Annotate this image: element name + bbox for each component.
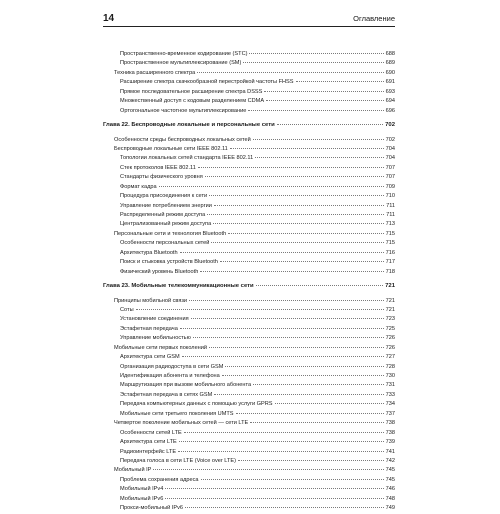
dot-leader bbox=[220, 260, 384, 262]
toc-entry-title: Эстафетная передача bbox=[120, 325, 178, 332]
toc-entry bbox=[103, 297, 395, 306]
table-of-contents bbox=[103, 50, 395, 514]
toc-entry-title: Архитектура сети GSM bbox=[120, 354, 180, 361]
toc-entry bbox=[103, 154, 395, 163]
dot-leader bbox=[165, 497, 383, 499]
dot-leader bbox=[264, 90, 383, 92]
running-title: Оглавление bbox=[353, 14, 395, 23]
dot-leader bbox=[211, 241, 383, 243]
dot-leader bbox=[209, 346, 384, 348]
dot-leader bbox=[209, 194, 383, 196]
toc-entry-page: 731 bbox=[385, 382, 395, 389]
toc-entry-title: Соты bbox=[120, 306, 134, 313]
toc-entry bbox=[103, 230, 395, 239]
toc-entry-page: 689 bbox=[385, 60, 395, 67]
dot-leader bbox=[200, 270, 383, 272]
toc-chapter bbox=[103, 121, 395, 130]
toc-entry-page: 710 bbox=[385, 193, 395, 200]
dot-leader bbox=[255, 156, 383, 158]
toc-entry-title: Пространственно-временное кодирование (STC) bbox=[120, 51, 248, 57]
toc-entry-page: 721 bbox=[385, 306, 395, 313]
toc-entry bbox=[103, 315, 395, 324]
dot-leader bbox=[185, 506, 384, 508]
toc-entry-title: Передача голоса в сети LTE (Voice over LTE) bbox=[120, 457, 236, 464]
toc-entry-title: Проблема сохранения адреса bbox=[120, 476, 199, 483]
toc-entry bbox=[103, 504, 395, 513]
toc-entry-title: Централизованный режим доступа bbox=[120, 221, 212, 228]
toc-entry-title: Особенности среды беспроводных локальных сетей bbox=[114, 136, 251, 143]
toc-entry bbox=[103, 183, 395, 192]
toc-entry-title: Расширение спектра скачкообразной перестройкой частоты FHSS bbox=[120, 79, 294, 86]
toc-entry-title: Поиск и стыковка устройств Bluetooth bbox=[120, 259, 218, 266]
dot-leader bbox=[225, 365, 383, 367]
toc-entry-page: 691 bbox=[385, 79, 395, 86]
dot-leader bbox=[213, 222, 383, 224]
toc-entry-title: Четвертое поколение мобильных сетей — сети LTE bbox=[114, 420, 249, 427]
toc-entry-title: Глава 23. Мобильные телекоммуникационные сети bbox=[103, 283, 254, 290]
dot-leader bbox=[189, 299, 384, 301]
toc-entry-title: Мобильный IP bbox=[114, 467, 152, 474]
dot-leader bbox=[275, 402, 384, 404]
dot-leader bbox=[248, 109, 383, 111]
dot-leader bbox=[214, 393, 383, 395]
toc-entry bbox=[103, 391, 395, 400]
toc-entry-title: Эстафетная передача в сетях GSM bbox=[120, 391, 213, 398]
toc-entry-title: Пространственное мультиплексирование (SM) bbox=[120, 60, 242, 67]
toc-entry-page: 715 bbox=[385, 240, 395, 247]
dot-leader bbox=[136, 308, 384, 310]
toc-entry bbox=[103, 173, 395, 182]
toc-entry-title: Передача компьютерных данных с помощью услуги GPRS bbox=[120, 401, 273, 408]
toc-entry bbox=[103, 164, 395, 173]
toc-entry-page: 702 bbox=[385, 136, 395, 143]
toc-entry bbox=[103, 59, 395, 68]
toc-entry-title: Архитектура Bluetooth bbox=[120, 249, 178, 256]
toc-entry bbox=[103, 211, 395, 220]
toc-entry-title: Множественный доступ с кодовым разделением CDMA bbox=[120, 98, 265, 105]
toc-entry-page: 711 bbox=[386, 212, 395, 218]
dot-leader bbox=[182, 355, 384, 357]
toc-entry bbox=[103, 306, 395, 315]
dot-leader bbox=[193, 336, 384, 338]
toc-entry bbox=[103, 353, 395, 362]
toc-entry bbox=[103, 202, 395, 211]
dot-leader bbox=[236, 412, 384, 414]
dot-leader bbox=[256, 284, 383, 286]
toc-entry-title: Мобильный IPv4 bbox=[120, 486, 164, 493]
toc-entry-page: 696 bbox=[385, 107, 395, 114]
toc-entry-page: 748 bbox=[385, 495, 395, 502]
toc-entry-page: 702 bbox=[385, 122, 395, 129]
dot-leader bbox=[180, 327, 384, 329]
toc-entry bbox=[103, 476, 395, 485]
dot-leader bbox=[178, 450, 384, 452]
dot-leader bbox=[153, 468, 383, 470]
toc-entry bbox=[103, 268, 395, 277]
toc-entry-page: 723 bbox=[385, 316, 395, 323]
toc-entry bbox=[103, 457, 395, 466]
toc-entry bbox=[103, 448, 395, 457]
toc-entry-page: 727 bbox=[385, 354, 395, 361]
toc-entry-page: 726 bbox=[385, 344, 395, 351]
toc-entry-title: Радиоинтерфейс LTE bbox=[120, 448, 177, 455]
toc-entry-title: Формат кадра bbox=[120, 183, 157, 190]
toc-entry-title: Установление соединения bbox=[120, 316, 189, 323]
toc-entry bbox=[103, 258, 395, 267]
dot-leader bbox=[191, 317, 384, 319]
dot-leader bbox=[184, 431, 384, 433]
page-number: 14 bbox=[103, 13, 115, 24]
toc-entry bbox=[103, 88, 395, 97]
toc-entry bbox=[103, 466, 395, 475]
toc-entry-page: 742 bbox=[385, 457, 395, 464]
toc-entry-title: Организация радиодоступа в сети GSM bbox=[120, 363, 224, 370]
toc-entry-title: Мобильные сети третьего поколения UMTS bbox=[120, 410, 234, 417]
toc-entry-page: 749 bbox=[385, 505, 395, 512]
toc-entry bbox=[103, 410, 395, 419]
toc-entry-page: 737 bbox=[385, 410, 395, 417]
dot-leader bbox=[230, 147, 384, 149]
dot-leader bbox=[250, 421, 383, 423]
toc-entry-title: Стандарты физического уровня bbox=[120, 174, 203, 181]
toc-entry-page: 716 bbox=[385, 249, 395, 256]
toc-entry-title: Прокси-мобильный IPv6 bbox=[120, 505, 183, 512]
toc-entry-title: Мобильные сети первых поколений bbox=[114, 344, 208, 351]
dot-leader bbox=[266, 99, 384, 101]
toc-entry bbox=[103, 363, 395, 372]
toc-entry bbox=[103, 69, 395, 78]
dot-leader bbox=[198, 166, 384, 168]
toc-entry bbox=[103, 220, 395, 229]
toc-entry-title: Топологии локальных сетей стандарта IEEE 802.11 bbox=[120, 155, 254, 162]
toc-entry-title: Прямое последовательное расширение спектра DSSS bbox=[120, 88, 263, 95]
dot-leader bbox=[296, 80, 384, 82]
dot-leader bbox=[165, 487, 383, 489]
toc-entry bbox=[103, 372, 395, 381]
dot-leader bbox=[207, 213, 384, 215]
toc-entry-title: Беспроводные локальные сети IEEE 802.11 bbox=[114, 145, 228, 152]
toc-entry-page: 690 bbox=[385, 69, 395, 76]
toc-entry bbox=[103, 334, 395, 343]
toc-entry-title: Процедура присоединения к сети bbox=[120, 193, 208, 200]
toc-entry-page: 715 bbox=[385, 230, 395, 237]
toc-entry-page: 688 bbox=[385, 51, 395, 57]
dot-leader bbox=[249, 52, 383, 54]
toc-entry-page: 730 bbox=[385, 373, 395, 379]
toc-entry bbox=[103, 400, 395, 409]
toc-entry bbox=[103, 485, 395, 494]
toc-entry-page: 745 bbox=[385, 476, 395, 483]
toc-entry bbox=[103, 429, 395, 438]
toc-entry-page: 738 bbox=[385, 420, 395, 427]
dot-leader bbox=[180, 251, 384, 253]
toc-entry bbox=[103, 381, 395, 390]
toc-entry-page: 733 bbox=[385, 391, 395, 398]
toc-entry-page: 726 bbox=[385, 335, 395, 342]
toc-entry-page: 746 bbox=[385, 486, 395, 493]
toc-entry-page: 728 bbox=[385, 363, 395, 370]
toc-entry-page: 725 bbox=[385, 325, 395, 332]
dot-leader bbox=[253, 138, 384, 140]
toc-entry-page: 738 bbox=[385, 429, 395, 436]
toc-entry-title: Физический уровень Bluetooth bbox=[120, 268, 199, 275]
toc-entry-title: Глава 22. Беспроводные локальные и персональные сети bbox=[103, 122, 275, 129]
toc-entry-page: 707 bbox=[385, 174, 395, 181]
toc-entry bbox=[103, 145, 395, 154]
toc-entry-title: Стек протоколов IEEE 802.11 bbox=[120, 164, 196, 171]
toc-entry bbox=[103, 136, 395, 145]
toc-entry-title: Мобильный IPv6 bbox=[120, 495, 164, 502]
toc-entry bbox=[103, 192, 395, 201]
toc-entry-page: 694 bbox=[385, 98, 395, 105]
toc-entry-title: Принципы мобильной связи bbox=[114, 297, 188, 304]
toc-entry-title: Маршрутизация при вызове мобильного абонента bbox=[120, 382, 252, 389]
toc-entry bbox=[103, 239, 395, 248]
toc-entry-page: 704 bbox=[385, 145, 395, 152]
toc-entry bbox=[103, 344, 395, 353]
toc-entry-page: 717 bbox=[385, 259, 395, 266]
toc-entry bbox=[103, 107, 395, 116]
toc-entry-title: Идентификация абонента и телефона bbox=[120, 373, 220, 379]
dot-leader bbox=[253, 383, 384, 385]
toc-entry-title: Распределенный режим доступа bbox=[120, 212, 206, 218]
toc-entry-title: Управление потреблением энергии bbox=[120, 202, 212, 209]
toc-entry bbox=[103, 78, 395, 87]
dot-leader bbox=[201, 478, 384, 480]
toc-entry bbox=[103, 97, 395, 106]
toc-entry-title: Особенности сетей LTE bbox=[120, 429, 182, 436]
toc-entry-title: Ортогональное частотное мультиплексирование bbox=[120, 107, 247, 114]
dot-leader bbox=[222, 374, 384, 376]
toc-entry-page: 704 bbox=[385, 155, 395, 162]
toc-entry bbox=[103, 325, 395, 334]
toc-entry-page: 721 bbox=[385, 297, 395, 304]
toc-entry-page: 718 bbox=[385, 268, 395, 275]
toc-entry-page: 693 bbox=[385, 88, 395, 95]
dot-leader bbox=[205, 175, 384, 177]
dot-leader bbox=[238, 459, 384, 461]
toc-entry-page: 734 bbox=[385, 401, 395, 408]
dot-leader bbox=[214, 204, 384, 206]
toc-entry-title: Техника расширенного спектра bbox=[114, 69, 196, 76]
toc-entry bbox=[103, 50, 395, 59]
toc-entry-title: Персональные сети и технология Bluetooth bbox=[114, 230, 227, 237]
toc-entry bbox=[103, 438, 395, 447]
dot-leader bbox=[159, 185, 384, 187]
dot-leader bbox=[197, 71, 383, 73]
toc-entry-title: Управление мобильностью bbox=[120, 335, 191, 342]
dot-leader bbox=[179, 440, 384, 442]
toc-entry-page: 741 bbox=[385, 448, 395, 455]
toc-entry-page: 711 bbox=[386, 202, 395, 209]
toc-chapter bbox=[103, 282, 395, 291]
toc-entry bbox=[103, 249, 395, 258]
toc-entry-title: Особенности персональных сетей bbox=[120, 240, 210, 247]
header-rule bbox=[103, 26, 395, 27]
dot-leader bbox=[277, 123, 383, 125]
toc-entry-page: 745 bbox=[385, 467, 395, 474]
page-header bbox=[103, 13, 395, 31]
toc-entry bbox=[103, 419, 395, 428]
toc-entry-page: 707 bbox=[385, 164, 395, 171]
toc-entry bbox=[103, 495, 395, 504]
toc-entry-page: 721 bbox=[385, 283, 395, 290]
dot-leader bbox=[243, 61, 383, 63]
toc-entry-page: 713 bbox=[385, 221, 395, 228]
toc-entry-page: 709 bbox=[385, 183, 395, 190]
toc-entry-title: Архитектура сети LTE bbox=[120, 439, 177, 446]
dot-leader bbox=[228, 232, 383, 234]
toc-entry-page: 739 bbox=[385, 439, 395, 446]
